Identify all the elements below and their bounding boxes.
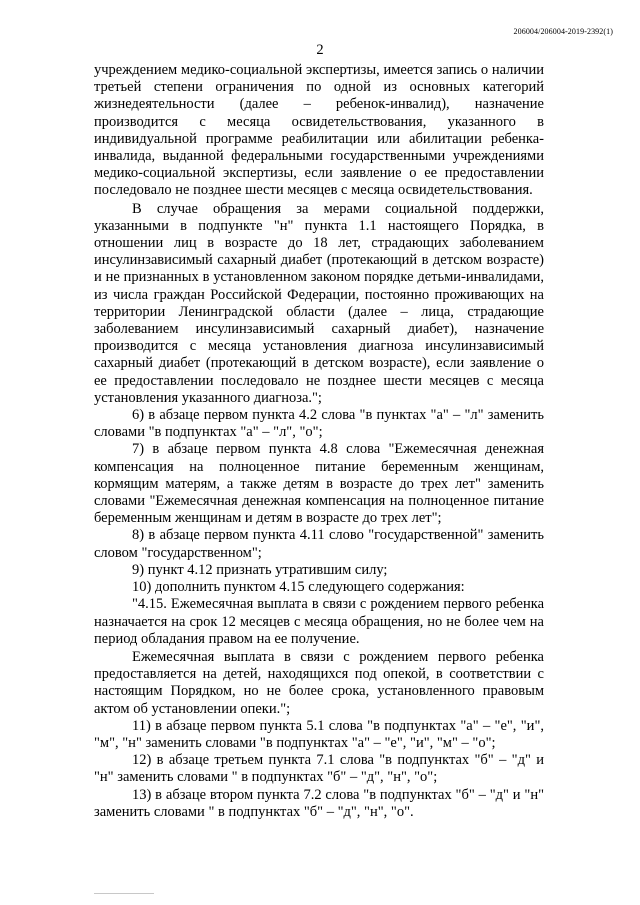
document-body — [94, 62, 544, 821]
paragraph-item-4-15: "4.15. Ежемесячная выплата в связи с рождением первого ребенка назначается на срок 12 месяцев с месяца обращения, но не более чем на период обладания правом на ее получение. — [94, 596, 544, 647]
paragraph-diabetes-support: В случае обращения за мерами социальной поддержки, указанными в подпункте "н" пункта 1.1 настоящего Порядка, в отношении лиц в возрасте до 18 лет, страдающих заболеванием инсулинзависимый сахарный диабет (протекающий в детском возрасте) и не признанных в установленном законом порядке детьми-инвалидами, из числа граждан Российской Федерации, постоянно проживающих на территории Ленинградской области (далее – лица, страдающие заболеванием инсулинзависимый сахарный диабет), назначение производится с месяца установления диагноза инсулинзависимый сахарный диабет (протекающий в детском возрасте), если заявление о ее предоставлении последовало не позднее шести месяцев с месяца установления указанного диагноза."; — [94, 200, 544, 406]
document-id: 206004/206004-2019-2392(1) — [513, 27, 613, 36]
paragraph-item-10: 10) дополнить пунктом 4.15 следующего содержания: — [132, 579, 465, 596]
page-number: 2 — [316, 42, 324, 58]
paragraph-guardianship: Ежемесячная выплата в связи с рождением первого ребенка предоставляется на детей, находящихся под опекой, в соответствии с настоящим Порядком, но не более срока, установленного правовым актом об установлении опеки."; — [94, 648, 544, 717]
paragraph-item-7: 7) в абзаце первом пункта 4.8 слова "Ежемесячная денежная компенсация на полноценное питание беременным женщинам, кормящим матерям, а также детям в возрасте до трех лет" заменить словами "Ежемесячная денежная компенсация на полноценное питание беременным женщинам и детям в возрасте до трех лет"; — [94, 441, 544, 527]
paragraph-item-12: 12) в абзаце третьем пункта 7.1 слова "в подпунктах "б" – "д" и "н" заменить словами " в подпунктах "б" – "д", "н", "о"; — [94, 752, 544, 786]
paragraph-item-11: 11) в абзаце первом пункта 5.1 слова "в подпунктах "а" – "е", "и", "м", "н" заменить словами "в подпунктах "а" – "е", "и", "м" – "о"; — [94, 717, 544, 751]
paragraph-item-6: 6) в абзаце первом пункта 4.2 слова "в пунктах "а" – "л" заменить словами "в подпунктах "а" – "л", "о"; — [94, 407, 544, 441]
paragraph-item-13: 13) в абзаце втором пункта 7.2 слова "в подпунктах "б" – "д" и "н" заменить словами " в подпунктах "б" – "д", "н", "о". — [94, 786, 544, 820]
footer-rule — [94, 893, 154, 894]
paragraph-item-8: 8) в абзаце первом пункта 4.11 слово "государственной" заменить словом "государственном"; — [94, 527, 544, 561]
paragraph-item-9: 9) пункт 4.12 признать утратившим силу; — [132, 561, 388, 578]
paragraph-continuation: учреждением медико-социальной экспертизы, имеется запись о наличии третьей степени ограничения по одной из основных категорий жизнедеятельности (далее – ребенок-инвалид), назначение производится с месяца освидетельствования, указанного в индивидуальной программе реабилитации или абилитации ребенка-инвалида, выданной федеральными государственными учреждениями медико-социальной экспертизы, если заявление о ее предоставлении последовало не позднее шести месяцев с месяца освидетельствования. — [94, 62, 544, 199]
